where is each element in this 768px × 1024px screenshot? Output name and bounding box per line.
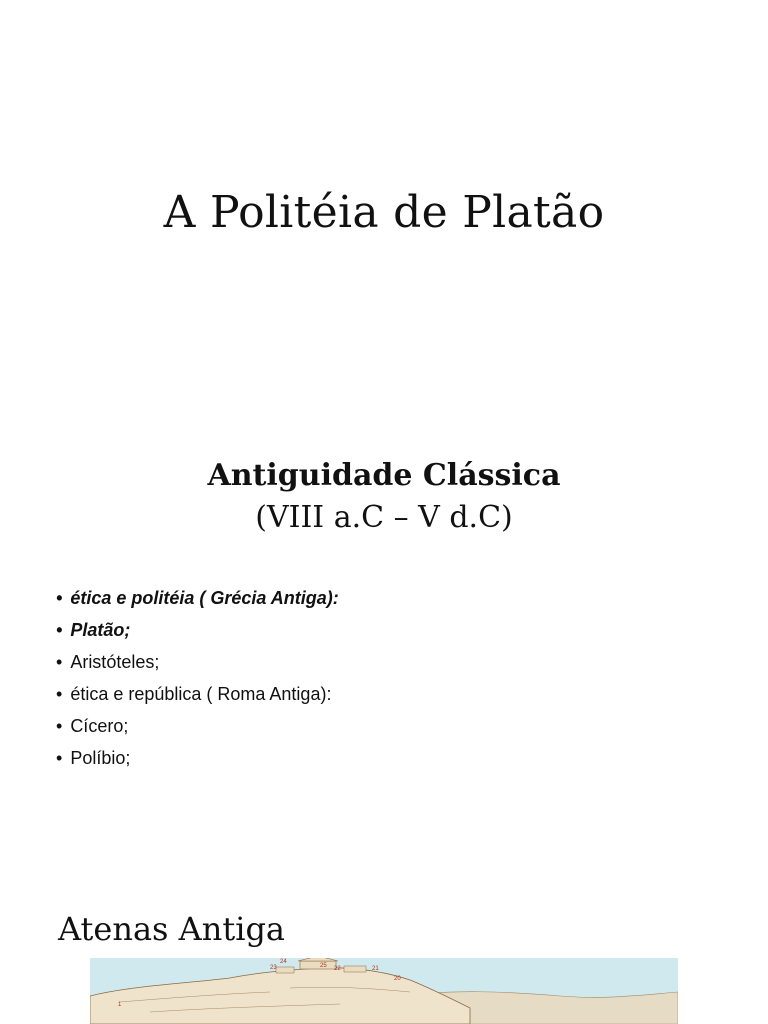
label: 20 bbox=[394, 976, 401, 982]
bullet-item: • Políbio; bbox=[56, 742, 339, 774]
parthenon bbox=[300, 961, 336, 969]
bullet-item: • Cícero; bbox=[56, 710, 339, 742]
bullet-item: • Platão; bbox=[56, 614, 339, 646]
slide-2-subheading: (VIII a.C – V d.C) bbox=[255, 500, 513, 535]
bullet-item: • ética e república ( Roma Antiga): bbox=[56, 678, 339, 710]
label: 25 bbox=[320, 963, 327, 969]
bullet-item: • ética e politéia ( Grécia Antiga): bbox=[56, 582, 339, 614]
slide-3-title: Atenas Antiga bbox=[58, 910, 285, 948]
bullet-item: • Aristóteles; bbox=[56, 646, 339, 678]
slide-2-heading: Antiguidade Clássica bbox=[207, 458, 561, 493]
label: 21 bbox=[372, 966, 379, 972]
acropolis-drawing bbox=[90, 958, 678, 1024]
bullet-list bbox=[56, 582, 339, 774]
acropolis-illustration bbox=[90, 958, 678, 1024]
label: 24 bbox=[280, 959, 287, 965]
slide-1-title: A Politéia de Platão bbox=[163, 187, 605, 239]
slide-title bbox=[0, 0, 768, 300]
label: 22 bbox=[334, 966, 341, 972]
slide-athens bbox=[0, 900, 768, 1024]
slide-antiquity bbox=[0, 440, 768, 780]
label: 1 bbox=[118, 1002, 122, 1008]
label: 23 bbox=[270, 965, 277, 971]
